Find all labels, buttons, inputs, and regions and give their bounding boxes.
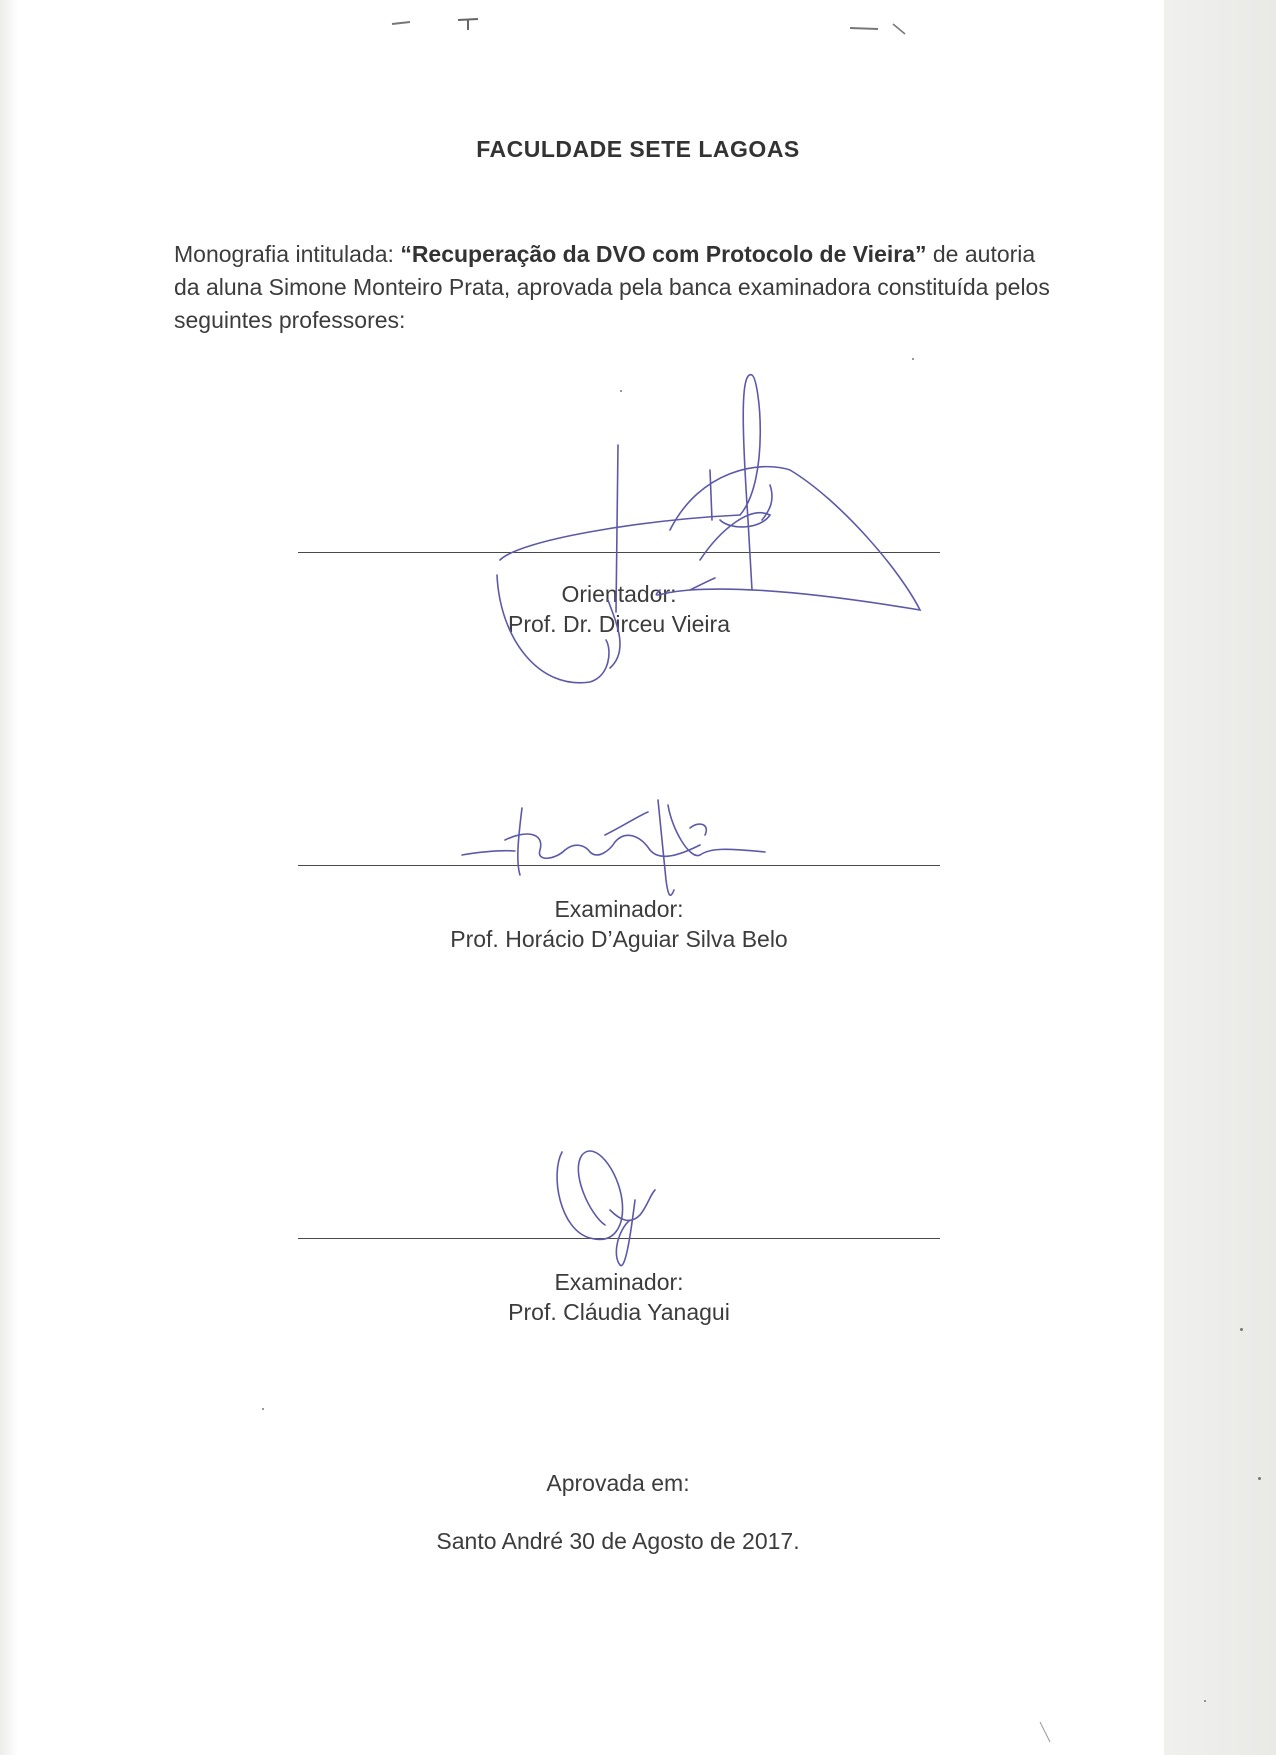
- institution-title: FACULDADE SETE LAGOAS: [476, 136, 800, 162]
- intro-suffix: de autoria da aluna Simone Monteiro Prata, aprovada pela banca examinadora constituída pelos seguintes professores:: [174, 241, 1050, 333]
- signature-1-stroke: [700, 513, 770, 560]
- signature-role-examinador-2: Examinador:: [554, 1269, 684, 1295]
- scan-speck: [912, 358, 914, 360]
- signature-1-stroke: [740, 375, 760, 590]
- signature-1-stroke: [656, 467, 920, 610]
- signature-2-stroke: [668, 805, 765, 856]
- scan-speck: [1240, 1328, 1243, 1331]
- signature-role-orientador: Orientador:: [561, 581, 677, 607]
- signature-2-stroke: [605, 812, 648, 835]
- signature-1-stroke: [608, 600, 620, 668]
- signature-2-stroke: [462, 851, 515, 855]
- signature-3-stroke: [557, 1151, 622, 1239]
- signature-1-stroke: [690, 578, 715, 590]
- signature-1-stroke: [616, 445, 618, 612]
- signature-name-examinador-1: Prof. Horácio D’Aguiar Silva Belo: [450, 926, 788, 952]
- signature-1-stroke: [497, 575, 609, 683]
- signature-2-stroke: [518, 808, 522, 875]
- signature-3-stroke: [616, 1200, 635, 1266]
- signature-2-stroke: [690, 824, 706, 835]
- scan-speck: [262, 1408, 264, 1410]
- intro-prefix: Monografia intitulada:: [174, 241, 401, 267]
- scan-speck: [1204, 1700, 1206, 1702]
- signature-2-stroke: [658, 800, 674, 895]
- signature-1-stroke: [710, 470, 712, 520]
- signature-2-stroke: [505, 834, 700, 858]
- signature-role-examinador-1: Examinador:: [554, 896, 684, 922]
- signature-name-examinador-2: Prof. Cláudia Yanagui: [508, 1299, 730, 1325]
- monograph-title: “Recuperação da DVO com Protocolo de Vieira”: [400, 241, 927, 267]
- approval-place-date: Santo André 30 de Agosto de 2017.: [436, 1528, 800, 1554]
- scan-speck: [620, 390, 622, 392]
- scan-speck: [1258, 1477, 1261, 1480]
- signature-name-orientador: Prof. Dr. Dirceu Vieira: [508, 611, 730, 637]
- approval-label: Aprovada em:: [546, 1470, 690, 1496]
